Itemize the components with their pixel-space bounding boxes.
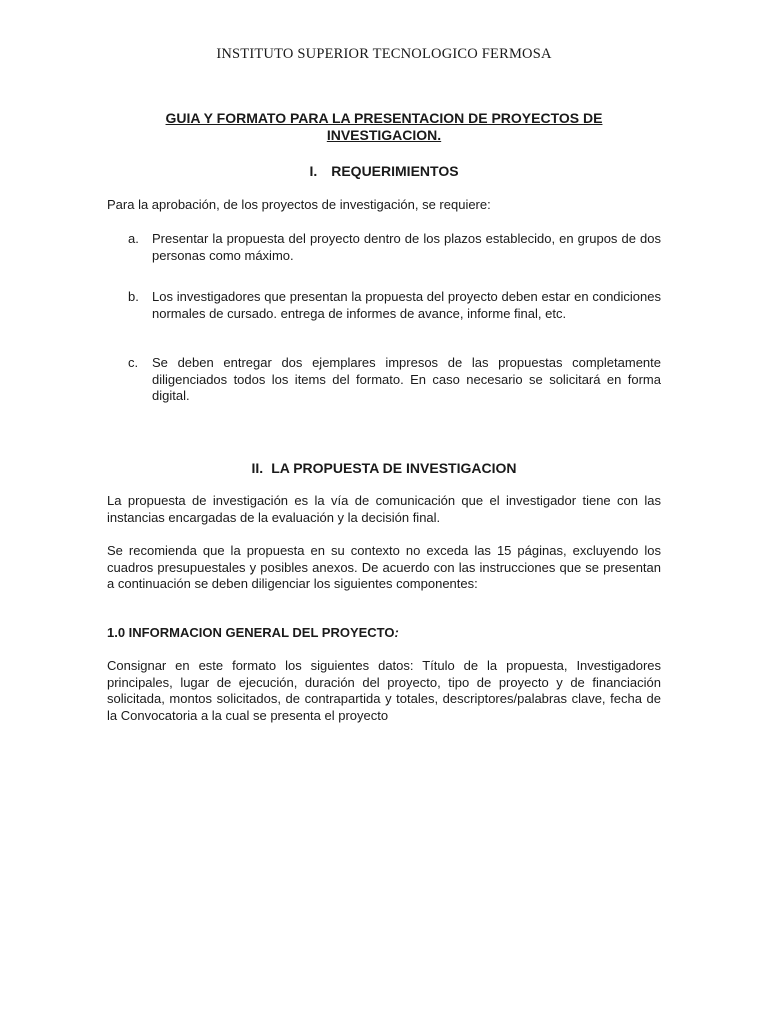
list-item-text: Los investigadores que presentan la propuesta del proyecto deben estar en condiciones normales de cursado. entrega de informes de avance, informe final, etc. — [152, 289, 661, 321]
section-2-heading — [0, 460, 768, 476]
section-2-title: LA PROPUESTA DE INVESTIGACION — [271, 460, 517, 476]
institution-name: INSTITUTO SUPERIOR TECNOLOGICO FERMOSA — [216, 46, 552, 62]
subsection-heading — [107, 625, 399, 640]
section-1-title: REQUERIMIENTOS — [331, 163, 459, 179]
list-item-text: Presentar la propuesta del proyecto dentro de los plazos establecido, en grupos de dos personas como máximo. — [152, 231, 661, 263]
section-1-number: I. — [309, 163, 318, 179]
document-title: GUIA Y FORMATO PARA LA PRESENTACION DE PROYECTOS DE INVESTIGACION. — [165, 110, 603, 143]
list-marker: c. — [128, 355, 139, 370]
section-2-paragraph-2: Se recomienda que la propuesta en su contexto no exceda las 15 páginas, excluyendo los cuadros presupuestales y posibles anexos. De acuerdo con las instrucciones que se presentan a continuación se deben diligenciar los siguientes componentes: — [107, 543, 661, 591]
section-1-heading — [0, 163, 768, 179]
subsection-heading-suffix: : — [394, 625, 399, 640]
subsection-body: Consignar en este formato los siguientes datos: Título de la propuesta, Investigadores principales, lugar de ejecución, duración del proyecto, tipo de proyecto y de financiación solicitada, montos solicitados, de contrapartida y totales, descriptores/palabras clave, fecha de la Convocatoria a la cual se presenta el proyecto — [107, 658, 661, 723]
list-marker: a. — [128, 231, 139, 246]
section-1-intro: Para la aprobación, de los proyectos de investigación, se requiere: — [107, 197, 491, 212]
section-2-number: II. — [251, 460, 264, 476]
subsection-heading-text: 1.0 INFORMACION GENERAL DEL PROYECTO — [107, 625, 395, 640]
list-marker: b. — [128, 289, 139, 304]
section-2-paragraph-1: La propuesta de investigación es la vía de comunicación que el investigador tiene con las instancias encargadas de la evaluación y la decisión final. — [107, 493, 661, 525]
list-item-text: Se deben entregar dos ejemplares impresos de las propuestas completamente diligenciados todos los items del formato. En caso necesario se solicitará en forma digital. — [152, 355, 661, 403]
